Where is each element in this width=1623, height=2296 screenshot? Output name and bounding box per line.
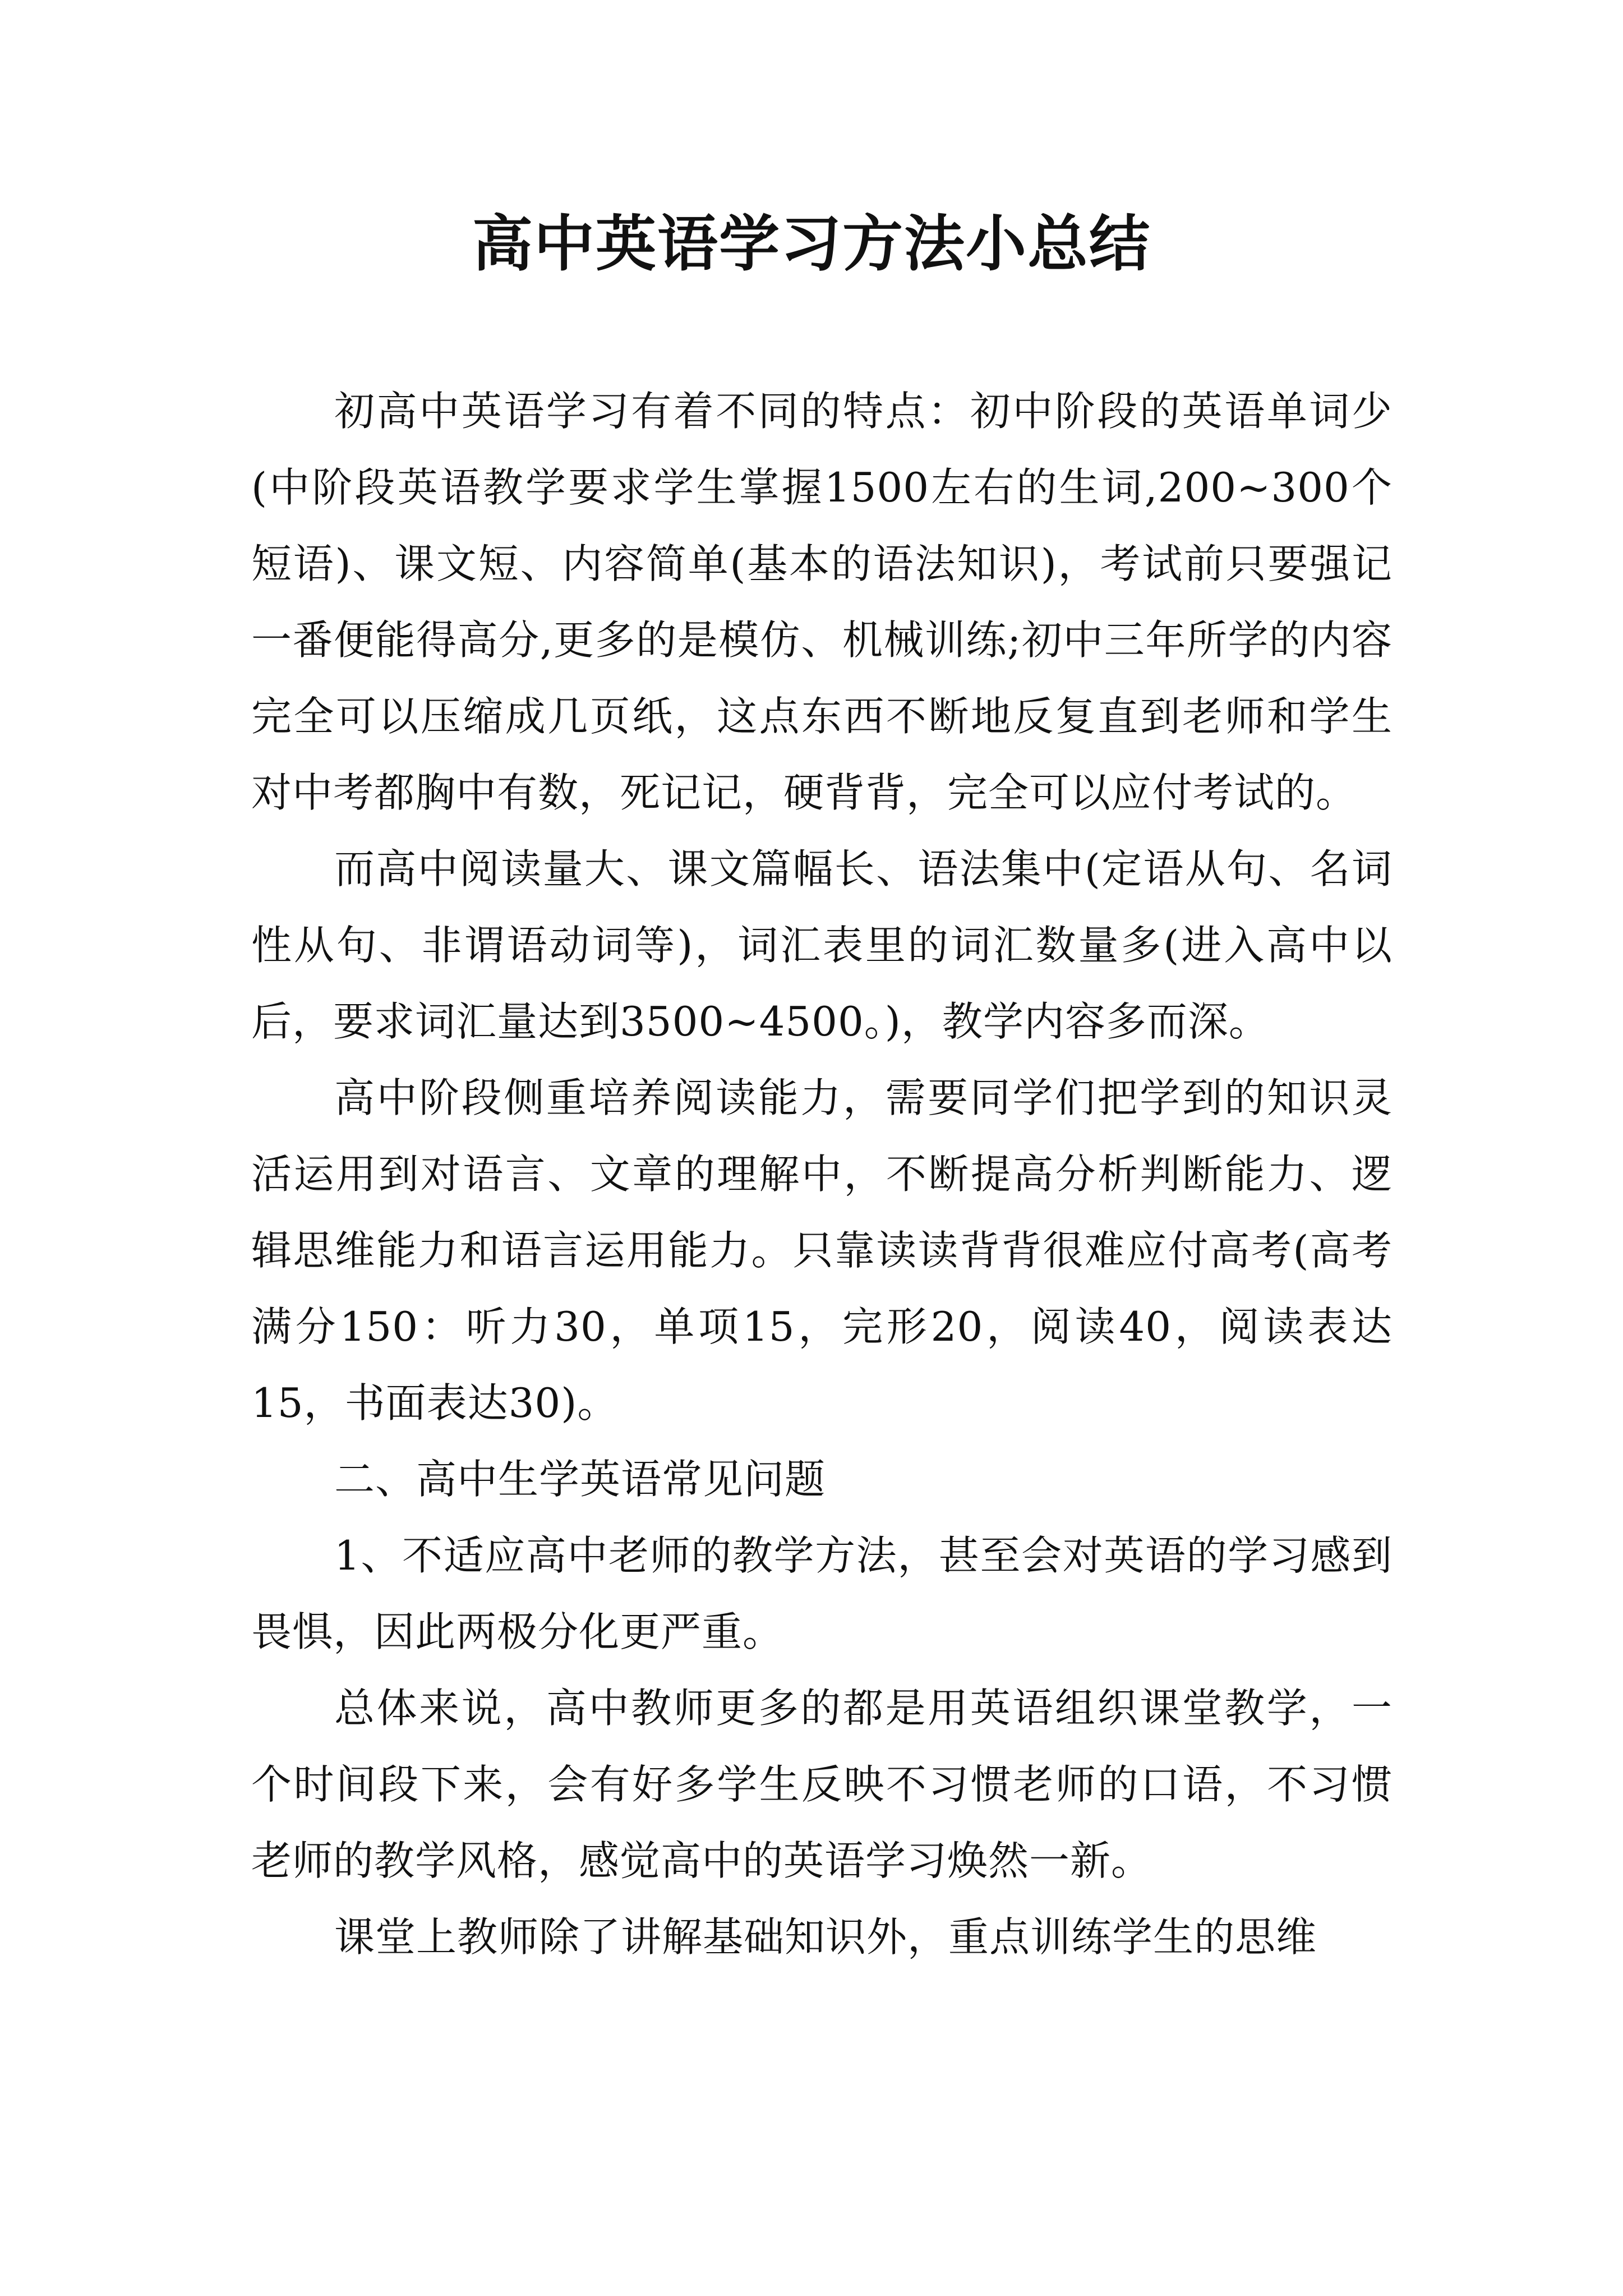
section-heading-common-problems: 二、高中生学英语常见问题 bbox=[334, 1456, 826, 1503]
paragraph-problem-1: 1、不适应高中老师的教学方法，甚至会对英语的学习感到畏惧，因此两极分化更严重。 bbox=[251, 1532, 1393, 1655]
document-body bbox=[251, 373, 1393, 1975]
paragraph-senior-reading: 而高中阅读量大、课文篇幅长、语法集中(定语从句、名词性从句、非谓语动词等)，词汇表里的词汇数量多(进入高中以后，要求词汇量达到3500~4500。)，教学内容多而深。 bbox=[251, 845, 1393, 1045]
paragraph-intro: 初高中英语学习有着不同的特点：初中阶段的英语单词少(中阶段英语教学要求学生掌握1500左右的生词,200~300个短语)、课文短、内容简单(基本的语法知识)，考试前只要强记一番便能得高分,更多的是模仿、机械训练;初中三年所学的内容完全可以压缩成几页纸，这点东西不断地反复直到老师和学生对中考都胸中有数，死记记，硬背背，完全可以应付考试的。 bbox=[251, 388, 1393, 816]
paragraph-teaching-overview: 总体来说，高中教师更多的都是用英语组织课堂教学，一个时间段下来，会有好多学生反映不习惯老师的口语，不习惯老师的教学风格，感觉高中的英语学习焕然一新。 bbox=[251, 1685, 1393, 1884]
paragraph-classroom: 课堂上教师除了讲解基础知识外，重点训练学生的思维 bbox=[334, 1913, 1317, 1961]
paragraph-reading-ability: 高中阶段侧重培养阅读能力，需要同学们把学到的知识灵活运用到对语言、文章的理解中，不断提高分析判断能力、逻辑思维能力和语言运用能力。只靠读读背背很难应付高考(高考满分150：听力30，单项15，完形20，阅读40，阅读表达15，书面表达30)。 bbox=[251, 1074, 1393, 1427]
page-title: 高中英语学习方法小总结 bbox=[472, 209, 1151, 279]
